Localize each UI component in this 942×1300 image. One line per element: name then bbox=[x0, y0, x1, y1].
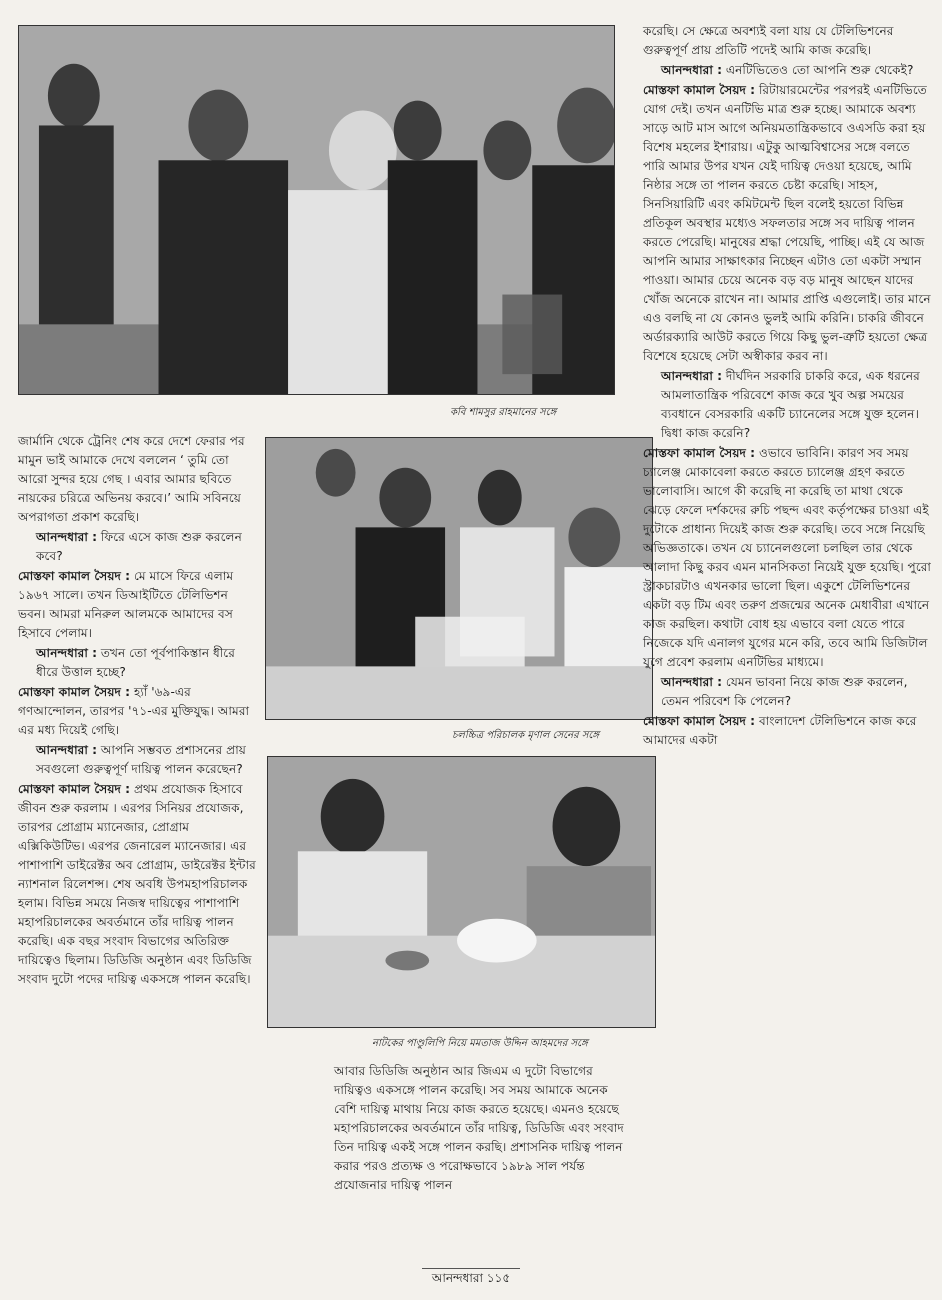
photo-figures bbox=[268, 757, 655, 1027]
question-text: আপনি সম্ভবত প্রশাসনের প্রায় সবগুলো গুরুত্বপূর্ণ দায়িত্ব পালন করেছেন? bbox=[36, 743, 246, 776]
answer-text: রিটায়ারমেন্টের পরপরই এনটিভিতে যোগ দেই। তখন এনটিভি মাত্র শুরু হচ্ছে। আমাকে অবশ্য সাড়ে আট মাস আগে অনিয়মতান্ত্রিকভাবে ওএসডি করা হয় বিশেষ মহলের ইশারায়। এটুকু আত্মবিশ্বাসের সঙ্গে বলতে পারি আমার উপর যখন যেই দায়িত্ব দেওয়া হয়েছে, আমি নিষ্ঠার সঙ্গে তা পালন করতে চেষ্টা করেছি। সাহস, সিনসিয়ারিটি এবং কমিটমেন্ট ছিল বলেই হয়তো বিভিন্ন প্রতিকূল অবস্থার মধ্যেও সফলতার সঙ্গে সব দায়িত্ব পালন করতে পেরেছি। মানুষের শ্রদ্ধা পেয়েছি, পাচ্ছি। এই যে আজ আপনি আমার সাক্ষাৎকার নিচ্ছেন এটাও তো একটা সম্মান পাওয়া। আমার চেয়ে অনেক বড় বড় মানুষ আছেন যাদের খোঁজ অনেকে রাখেন না। আমার প্রাপ্তি এগুলোই। তার মানে এও বলছি না যে কোনও ভুলই আমি করিনি। চাকরি জীবনে অর্ডারক্যারি আউট করতে গিয়ে কিছু ভুল-ত্রুটি হয়তো ক্ষেত্র বিশেষে হয়েছে সেটা অস্বীকার করব না। bbox=[643, 83, 931, 363]
question-text: এনটিভিতেও তো আপনি শুরু থেকেই? bbox=[725, 63, 914, 77]
speaker-interviewer: আনন্দধারা : bbox=[661, 369, 722, 383]
speaker-interviewer: আনন্দধারা : bbox=[661, 63, 722, 77]
interview-answer bbox=[643, 444, 933, 672]
speaker-guest: মোস্তফা কামাল সৈয়দ : bbox=[643, 83, 756, 97]
answer-text: মে মাসে ফিরে এলাম ১৯৬৭ সালে। তখন ডিআইটিতে টেলিভিশন ভবন। আমরা মনিরুল আলমকে আমাদের বস হিসাবে পেলাম। bbox=[18, 569, 234, 640]
speaker-guest: মোস্তফা কামাল সৈয়দ : bbox=[18, 569, 131, 583]
question-text: তখন তো পূর্বপাকিস্তান ধীরে ধীরে উত্তাল হচ্ছে? bbox=[36, 646, 235, 679]
interview-question bbox=[643, 673, 933, 711]
interview-answer bbox=[643, 81, 933, 366]
photo-mrinal-sen bbox=[265, 437, 653, 720]
interview-answer bbox=[18, 780, 258, 989]
photo-figures bbox=[19, 26, 614, 394]
page-footer bbox=[0, 1270, 942, 1290]
speaker-guest: মোস্তফা কামাল সৈয়দ : bbox=[643, 714, 756, 728]
question-text: যেমন ভাবনা নিয়ে কাজ শুরু করলেন, তেমন পরিবেশ কি পেলেন? bbox=[661, 675, 908, 708]
photo-figures bbox=[266, 438, 652, 719]
question-text: দীর্ঘদিন সরকারি চাকরি করে, এক ধরনের আমলাতান্ত্রিক পরিবেশে কাজ করে খুব অল্প সময়ের ব্যবধানে বেসরকারি একটি চ্যানেলের সঙ্গে যুক্ত হলেন। দ্বিধা কাজ করেনি? bbox=[661, 369, 920, 440]
interview-question bbox=[18, 741, 258, 779]
speaker-interviewer: আনন্দধারা : bbox=[36, 530, 97, 544]
paragraph: আবার ডিডিজি অনুষ্ঠান আর জিএম এ দুটো বিভাগের দায়িত্বও একসঙ্গে পালন করেছি। সব সময় আমাকে অনেক বেশি দায়িত্ব মাথায় নিয়ে কাজ করতে হয়েছে। এমনও হয়েছে মহাপরিচালকের অবর্তমানে তাঁর দায়িত্ব, ডিডিজি এবং সংবাদ তিন দায়িত্ব একই সঙ্গে পালন করছি। প্রশাসনিক দায়িত্ব পালন করার পরও প্রত্যক্ষ ও পরোক্ষভাবে ১৯৮৯ সাল পর্যন্ত প্রযোজনার দায়িত্ব পালন bbox=[334, 1064, 624, 1192]
speaker-interviewer: আনন্দধারা : bbox=[661, 675, 722, 689]
interview-answer bbox=[18, 567, 258, 643]
speaker-guest: মোস্তফা কামাল সৈয়দ : bbox=[643, 446, 756, 460]
speaker-guest: মোস্তফা কামাল সৈয়দ : bbox=[18, 685, 131, 699]
column-right bbox=[643, 22, 933, 751]
answer-text: হ্যাঁ '৬৯-এর গণআন্দোলন, তারপর '৭১-এর মুক্তিযুদ্ধ। আমরা এর মধ্য দিয়েই গেছি। bbox=[18, 685, 250, 737]
speaker-guest: মোস্তফা কামাল সৈয়দ : bbox=[18, 782, 131, 796]
interview-answer bbox=[643, 712, 933, 750]
interview-question bbox=[18, 644, 258, 682]
column-left bbox=[18, 432, 258, 990]
photo-caption-bottom: নাটকের পাণ্ডুলিপি নিয়ে মমতাজ উদ্দিন আহমদের সঙ্গে bbox=[372, 1038, 588, 1049]
answer-text: প্রথম প্রযোজক হিসাবে জীবন শুরু করলাম । এরপর সিনিয়র প্রযোজক, তারপর প্রোগ্রাম ম্যানেজার, প্রোগ্রাম এক্সিকিউটিভ। এরপর জেনারেল ম্যানেজার। এর পাশাপাশি ডাইরেক্টর অব প্রোগ্রাম, ডাইরেক্টর ইন্টার ন্যাশনাল রিলেশন্স। শেষ অবধি উপমহাপরিচালক হলাম। বিভিন্ন সময়ে নিজস্ব দায়িত্বের পাশাপাশি মহাপরিচালকের অবর্তমানে তাঁর দায়িত্ব পালন করেছি। এক বছর সংবাদ বিভাগের অতিরিক্ত দায়িত্বেও ছিলাম। ডিডিজি অনুষ্ঠান এবং ডিডিজি সংবাদ দুটো পদের দায়িত্ব একসঙ্গে পালন করেছি। bbox=[18, 782, 256, 986]
question-text: ফিরে এসে কাজ শুরু করলেন কবে? bbox=[36, 530, 242, 563]
column-middle bbox=[334, 1062, 628, 1196]
interview-question bbox=[643, 61, 933, 80]
speaker-interviewer: আনন্দধারা : bbox=[36, 743, 97, 757]
speaker-interviewer: আনন্দধারা : bbox=[36, 646, 97, 660]
paragraph: জার্মানি থেকে ট্রেনিং শেষ করে দেশে ফেরার পর মামুন ভাই আমাকে দেখে বললেন ‘ তুমি তো আরো সুন্দর হয়ে গেছ । এবার আমার ছবিতে নায়কের চরিত্রে অভিনয় করবে।’ আমি সবিনয়ে অপরাগতা প্রকাশ করেছি। bbox=[18, 434, 245, 524]
interview-question bbox=[643, 367, 933, 443]
photo-shamsur-rahman bbox=[18, 25, 615, 395]
paragraph: করেছি। সে ক্ষেত্রে অবশ্যই বলা যায় যে টেলিভিশনের গুরুত্বপূর্ণ প্রায় প্রতিটি পদেই আমি কাজ করেছি। bbox=[643, 24, 894, 57]
interview-answer bbox=[18, 683, 258, 740]
page-number-label: আনন্দধারা ১১৫ bbox=[422, 1268, 520, 1287]
photo-caption-middle: চলচ্চিত্র পরিচালক মৃণাল সেনের সঙ্গে bbox=[452, 730, 600, 741]
answer-text: বাংলাদেশ টেলিভিশনে কাজ করে আমাদের একটা bbox=[643, 714, 917, 747]
photo-momtaz-uddin bbox=[267, 756, 656, 1028]
photo-caption-top: কবি শামসুর রাহমানের সঙ্গে bbox=[450, 407, 557, 418]
interview-question bbox=[18, 528, 258, 566]
answer-text: ওভাবে ভাবিনি। কারণ সব সময় চ্যালেঞ্জ মোকাবেলা করতে করতে চ্যালেঞ্জ গ্রহণ করতে ভালোবাসি। আগে কী করেছি না করেছি তা মাথা থেকে ঝেড়ে ফেলে দর্শকদের রুচি পছন্দ এবং কর্তৃপক্ষের চাওয়া এই দুটোকে প্রাধান্য দিয়েই কাজ শুরু করেছি। তবে সঙ্গে নিয়েছি অভিজ্ঞতাকে। তখন যে চ্যানেলগুলো চলছিল তার থেকে আলাদা কিছু করব এমন মানসিকতা নিয়েই যুক্ত হয়েছি। পুরো স্ট্রাকচারটাও এখনকার ভালো ছিল। একুশে টেলিভিশনের একটা বড় টিম এবং তরুণ প্রজন্মের অনেক মেধাবীরা এখানে কাজ করছিল। কথাটা বোধ হয় এভাবে বলা যেতে পারে নিজেকে যদি এনালগ যুগের মনে করি, তবে আমি ডিজিটাল যুগে প্রবেশ করলাম এনটিভির মাধ্যমে। bbox=[643, 446, 931, 669]
